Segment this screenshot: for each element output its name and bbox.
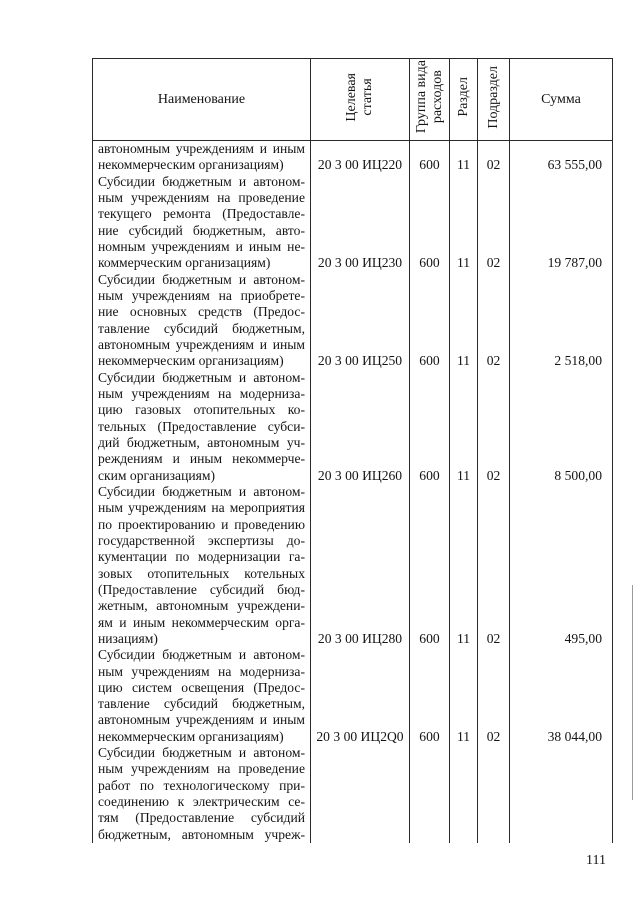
name-line: Субсидии бюджетным и автоном- (98, 745, 305, 761)
table-body (93, 141, 613, 844)
expense-group-cell: 600 (410, 647, 450, 745)
target-article-cell: 20 3 00 ИЦ280 (311, 484, 410, 647)
name-line: по проектированию и проведению (98, 516, 305, 532)
name-line: Субсидии бюджетным и автоном- (98, 647, 305, 663)
expense-group-cell: 600 (410, 141, 450, 174)
name-line: цию систем освещения (Предос- (98, 679, 305, 695)
name-line: Субсидии бюджетным и автоном- (98, 271, 305, 287)
subsection-cell (478, 745, 510, 843)
name-cell (93, 272, 311, 370)
target-article-cell: 20 3 00 ИЦ2Q0 (311, 647, 410, 745)
page-number: 111 (586, 853, 606, 868)
header-sum-label: Сумма (541, 91, 581, 107)
name-line: Субсидии бюджетным и автоном- (98, 369, 305, 385)
name-cell (93, 174, 311, 272)
header-name (93, 59, 311, 141)
name-line: соединению к электрическим се- (98, 794, 305, 810)
table-row (93, 370, 613, 484)
target-article-cell (311, 745, 410, 843)
header-name-label: Наименование (157, 91, 246, 107)
sum-cell: 19 787,00 (510, 174, 613, 272)
name-line: бюджетным, автономным учреж- (98, 826, 305, 842)
target-article-cell: 20 3 00 ИЦ260 (311, 370, 410, 484)
subsection-cell: 02 (478, 484, 510, 647)
name-line: текущего ремонта (Предоставле- (98, 206, 305, 222)
name-line: тельных (Предоставление субси- (98, 418, 305, 434)
header-label-line: Раздел (455, 77, 471, 117)
name-line: дий бюджетным, автономным уч- (98, 434, 305, 450)
expense-group-cell: 600 (410, 484, 450, 647)
name-line: ным учреждениям на приобрете- (98, 287, 305, 303)
header-row (93, 59, 613, 141)
name-line: кументации по модернизации га- (98, 549, 305, 565)
name-line: ским организациям) (98, 467, 216, 483)
name-line: тям (Предоставление субсидий (98, 810, 305, 826)
target-article-cell: 20 3 00 ИЦ230 (311, 174, 410, 272)
name-line: Субсидии бюджетным и автоном- (98, 483, 305, 499)
name-line: некоммерческим организациям) (98, 157, 284, 173)
header-section (450, 59, 478, 141)
header-label-line: статья (360, 78, 375, 116)
name-line: коммерческим организациям) (98, 255, 271, 271)
section-cell: 11 (450, 272, 478, 370)
sum-cell: 2 518,00 (510, 272, 613, 370)
name-line: тавление субсидий бюджетным, (98, 320, 305, 336)
subsection-cell: 02 (478, 370, 510, 484)
target-article-cell: 20 3 00 ИЦ220 (311, 141, 410, 174)
section-cell: 11 (450, 174, 478, 272)
name-line: ным учреждениям на модерниза- (98, 385, 305, 401)
header-target-article (311, 59, 410, 141)
name-cell (93, 141, 311, 174)
expense-group-cell: 600 (410, 370, 450, 484)
name-cell (93, 745, 311, 843)
header-target-article-label (344, 73, 376, 122)
header-subsection (478, 59, 510, 141)
table-row (93, 484, 613, 647)
name-line: ным учреждениям на проведение (98, 189, 305, 205)
name-line: автономным учреждениям и иным (98, 336, 305, 352)
section-cell: 11 (450, 370, 478, 484)
name-line: работ по технологическому при- (98, 777, 305, 793)
name-line: некоммерческим организациям) (98, 728, 284, 744)
name-line: ным учреждениям на проведение (98, 761, 305, 777)
name-line: низациям) (98, 630, 158, 646)
name-line: ние субсидий бюджетным, авто- (98, 222, 305, 238)
header-expense-group-label (414, 60, 446, 133)
expense-group-cell: 600 (410, 174, 450, 272)
name-cell (93, 647, 311, 745)
name-line: ным учреждениям на мероприятия (98, 500, 305, 516)
sum-cell: 8 500,00 (510, 370, 613, 484)
sum-cell: 38 044,00 (510, 647, 613, 745)
table-row (93, 174, 613, 272)
name-line: Субсидии бюджетным и автоном- (98, 173, 305, 189)
header-label-line: Подраздел (485, 65, 501, 129)
section-cell (450, 745, 478, 843)
table-row (93, 745, 613, 843)
name-line: некоммерческим организациям) (98, 353, 284, 369)
table-header (93, 59, 613, 141)
header-section-label (456, 77, 472, 117)
sum-cell (510, 745, 613, 843)
table-row (93, 647, 613, 745)
name-line: цию газовых отопительных ко- (98, 402, 305, 418)
section-cell: 11 (450, 141, 478, 174)
name-line: автономным учреждениям и иным (98, 712, 305, 728)
header-label-line: Группа вида (413, 60, 429, 134)
header-label-line: расходов (429, 70, 445, 124)
target-article-cell: 20 3 00 ИЦ250 (311, 272, 410, 370)
subsection-cell: 02 (478, 272, 510, 370)
name-line: тавление субсидий бюджетным, (98, 696, 305, 712)
header-subsection-label (486, 66, 502, 129)
name-line: жетным, автономным учреждени- (98, 598, 305, 614)
name-cell (93, 484, 311, 647)
name-line: ным учреждениям на модерниза- (98, 663, 305, 679)
name-line: автономным учреждениям и иным (98, 141, 305, 156)
name-line: ние основных средств (Предос- (98, 304, 305, 320)
expense-group-cell (410, 745, 450, 843)
name-line: государственной экспертизы до- (98, 532, 305, 548)
section-cell: 11 (450, 647, 478, 745)
name-line: реждениям и иным некоммерче- (98, 451, 305, 467)
name-line: ям и иным некоммерческим орга- (98, 614, 305, 630)
sum-cell: 63 555,00 (510, 141, 613, 174)
subsection-cell: 02 (478, 647, 510, 745)
name-line: зовых отопительных котельных (98, 565, 305, 581)
name-line: номным учреждениям и иным не- (98, 238, 305, 254)
table-row (93, 272, 613, 370)
name-line: (Предоставление субсидий бюд- (98, 581, 305, 597)
section-cell: 11 (450, 484, 478, 647)
name-cell (93, 370, 311, 484)
expense-group-cell: 600 (410, 272, 450, 370)
sum-cell: 495,00 (510, 484, 613, 647)
subsection-cell: 02 (478, 141, 510, 174)
scan-edge-line (632, 585, 633, 800)
header-label-line: Целевая (344, 72, 359, 122)
budget-table (92, 58, 613, 843)
header-expense-group (410, 59, 450, 141)
header-sum (510, 59, 613, 141)
subsection-cell: 02 (478, 174, 510, 272)
table-row (93, 141, 613, 174)
